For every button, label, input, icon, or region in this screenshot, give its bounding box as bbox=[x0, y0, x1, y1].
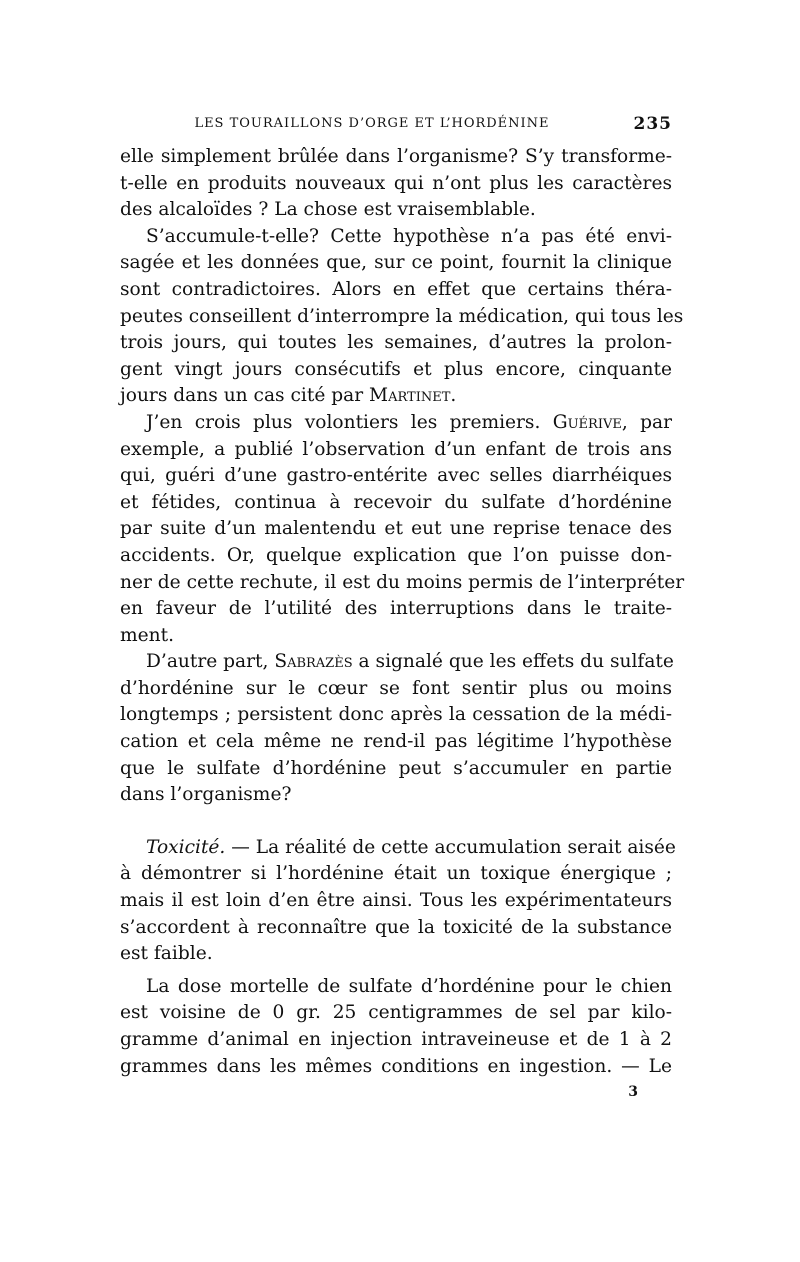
text-line: à démontrer si l’hordénine était un toxique énergique ; bbox=[120, 863, 672, 885]
text-line: t-elle en produits nouveaux qui n’ont plus les caractères bbox=[120, 172, 672, 194]
paragraph-toxicite bbox=[120, 835, 676, 968]
page-number: 235 bbox=[633, 114, 672, 134]
text-line: exemple, a publié l’observation d’un enfant de trois ans bbox=[120, 438, 672, 460]
text-line: est voisine de 0 gr. 25 centigrammes de sel par kilo- bbox=[120, 1002, 672, 1024]
text-line bbox=[120, 835, 676, 862]
text-line: accidents. Or, quelque explication que l’on puisse don- bbox=[120, 544, 672, 566]
text-line: elle simplement brûlée dans l’organisme? S’y transforme- bbox=[120, 146, 672, 167]
text-line: grammes dans les mêmes conditions en ingestion. — Le bbox=[120, 1055, 672, 1077]
text-line: peutes conseillent d’interrompre la médication, qui tous les bbox=[120, 305, 684, 327]
author-name: Martinet bbox=[369, 385, 451, 407]
running-title: LES TOURAILLONS D’ORGE ET L’HORDÉNINE bbox=[194, 116, 550, 131]
running-head bbox=[120, 114, 672, 144]
book-page bbox=[120, 114, 685, 1101]
text-line: gramme d’animal en injection intraveineuse et de 1 à 2 bbox=[120, 1029, 672, 1050]
text-line: S’accumule-t-elle? Cette hypothèse n’a pas été envi- bbox=[146, 225, 672, 247]
paragraph-sabrazes bbox=[120, 649, 672, 809]
text-line: dans l’organisme? bbox=[120, 784, 292, 806]
text-line: par suite d’un malentendu et eut une reprise tenace des bbox=[120, 518, 672, 540]
text-line: D’autre part, Sabrazès a signalé que les effets du sulfate bbox=[146, 651, 674, 673]
text-line: ner de cette rechute, il est du moins permis de l’interpréter bbox=[120, 571, 685, 593]
section-lead: Toxicité. bbox=[146, 836, 226, 858]
section-gap bbox=[120, 809, 672, 835]
text-line: qui, guéri d’une gastro-entérite avec selles diarrhéiques bbox=[120, 465, 672, 487]
paragraph-dose bbox=[120, 974, 672, 1080]
text-line: cation et cela même ne rend-il pas légitime l’hypothèse bbox=[120, 731, 672, 753]
text-line: gent vingt jours consécutifs et plus encore, cinquante bbox=[120, 358, 672, 380]
text-line: sagée et les données que, sur ce point, fournit la clinique bbox=[120, 252, 672, 274]
text-line: s’accordent à reconnaître que la toxicité de la substance bbox=[120, 916, 672, 938]
text-fragment: — La réalité de cette accumulation serait aisée bbox=[225, 836, 676, 858]
paragraph-continuation bbox=[120, 144, 672, 224]
text-line: ment. bbox=[120, 624, 174, 646]
text-line: sont contradictoires. Alors en effet que certains théra- bbox=[120, 278, 672, 300]
text-line: trois jours, qui toutes les semaines, d’autres la prolon- bbox=[120, 332, 672, 354]
text-line: que le sulfate d’hordénine peut s’accumuler en partie bbox=[120, 757, 672, 779]
signature-mark: 3 bbox=[628, 1084, 638, 1101]
text-line: La dose mortelle de sulfate d’hordénine pour le chien bbox=[146, 975, 672, 997]
text-line: des alcaloïdes ? La chose est vraisemblable. bbox=[120, 199, 536, 221]
text-line: en faveur de l’utilité des interruptions dans le traite- bbox=[120, 598, 672, 620]
author-name: Guérive bbox=[552, 411, 622, 433]
text-line: J’en crois plus volontiers les premiers. Guérive, par bbox=[146, 411, 672, 433]
paragraph-guerive bbox=[120, 410, 685, 649]
text-line: et fétides, continua à recevoir du sulfate d’hordénine bbox=[120, 491, 672, 513]
text-line: est faible. bbox=[120, 943, 213, 965]
text-line: mais il est loin d’en être ainsi. Tous les expérimentateurs bbox=[120, 890, 672, 912]
text-line: longtemps ; persistent donc après la cessation de la médi- bbox=[120, 704, 672, 726]
text-line: jours dans un cas cité par Martinet. bbox=[120, 385, 457, 407]
text-line: d’hordénine sur le cœur se font sentir plus ou moins bbox=[120, 677, 672, 699]
paragraph-accumulation bbox=[120, 224, 684, 410]
author-name: Sabrazès bbox=[274, 651, 353, 673]
